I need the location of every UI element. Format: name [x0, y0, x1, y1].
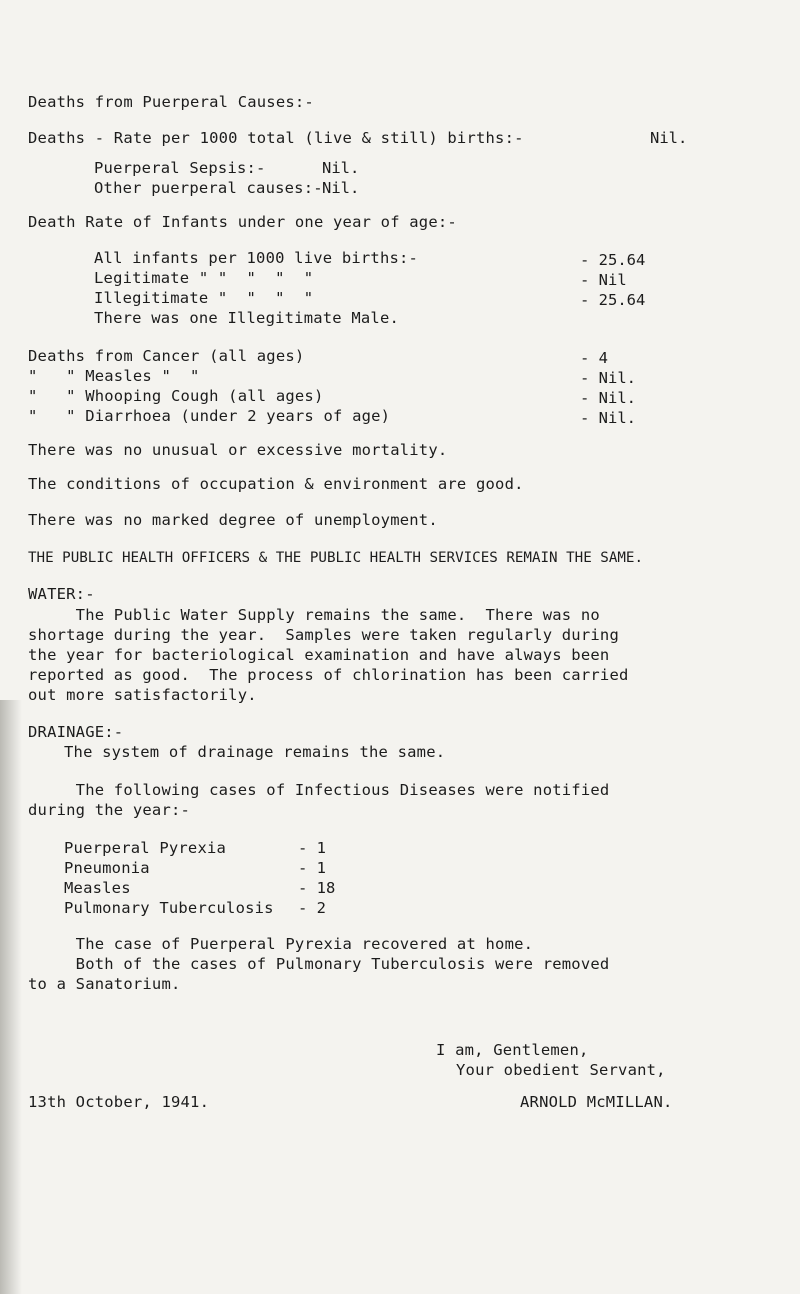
infectious-value: - 1	[298, 839, 326, 857]
closing-servant: Your obedient Servant,	[456, 1061, 666, 1079]
infectious-label: Pulmonary Tuberculosis	[64, 899, 274, 917]
water-line: The Public Water Supply remains the same. There was no	[28, 606, 600, 624]
outcome-line: The case of Puerperal Pyrexia recovered at home.	[28, 935, 534, 953]
deaths-measles-label: " " Measles " "	[28, 367, 200, 385]
puerperal-sepsis-value: Nil.	[322, 159, 360, 177]
rate-label: Deaths - Rate per 1000 total (live & still) births:-	[28, 129, 524, 147]
signature-name: ARNOLD McMILLAN.	[520, 1093, 673, 1111]
statement-conditions: The conditions of occupation & environment are good.	[28, 475, 524, 493]
infectious-label: Pneumonia	[64, 859, 150, 877]
services-statement: THE PUBLIC HEALTH OFFICERS & THE PUBLIC HEALTH SERVICES REMAIN THE SAME.	[28, 550, 643, 566]
statement-unemployment: There was no marked degree of unemployment.	[28, 511, 438, 529]
infant-row-illegit-value: - 25.64	[580, 291, 646, 309]
infant-row-legit-value: - Nil	[580, 271, 627, 289]
closing-salutation: I am, Gentlemen,	[436, 1041, 589, 1059]
infant-heading: Death Rate of Infants under one year of age:-	[28, 213, 457, 231]
deaths-diarrhoea-label: " " Diarrhoea (under 2 years of age)	[28, 407, 391, 425]
statement-mortality: There was no unusual or excessive mortality.	[28, 441, 448, 459]
infectious-intro: during the year:-	[28, 801, 191, 819]
puerperal-sepsis-label: Puerperal Sepsis:-	[94, 159, 266, 177]
deaths-whooping-label: " " Whooping Cough (all ages)	[28, 387, 324, 405]
deaths-cancer-label: Deaths from Cancer (all ages)	[28, 347, 305, 365]
infectious-label: Measles	[64, 879, 131, 897]
water-line: shortage during the year. Samples were taken regularly during	[28, 626, 619, 644]
outcome-line: to a Sanatorium.	[28, 975, 181, 993]
outcome-line: Both of the cases of Pulmonary Tuberculosis were removed	[28, 955, 610, 973]
deaths-measles-value: - Nil.	[580, 369, 636, 387]
infectious-value: - 1	[298, 859, 326, 877]
infectious-intro: The following cases of Infectious Diseases were notified	[28, 781, 610, 799]
scan-shadow	[0, 700, 22, 1294]
water-line: reported as good. The process of chlorination has been carried	[28, 666, 629, 684]
other-puerperal-value: Nil.	[322, 179, 360, 197]
infant-row-legit-label: Legitimate " " " " "	[94, 269, 314, 287]
rate-value: Nil.	[650, 129, 688, 147]
heading-puerperal: Deaths from Puerperal Causes:-	[28, 93, 314, 111]
other-puerperal-label: Other puerperal causes:-	[94, 179, 323, 197]
infant-row-all-value: - 25.64	[580, 251, 646, 269]
infectious-value: - 18	[298, 879, 336, 897]
water-title: WATER:-	[28, 585, 95, 603]
infant-note: There was one Illegitimate Male.	[94, 309, 400, 327]
deaths-whooping-value: - Nil.	[580, 389, 636, 407]
deaths-diarrhoea-value: - Nil.	[580, 409, 636, 427]
infectious-value: - 2	[298, 899, 326, 917]
drainage-text: The system of drainage remains the same.	[64, 743, 446, 761]
water-line: the year for bacteriological examination and have always been	[28, 646, 610, 664]
water-line: out more satisfactorily.	[28, 686, 257, 704]
closing-date: 13th October, 1941.	[28, 1093, 210, 1111]
deaths-cancer-value: - 4	[580, 349, 608, 367]
infant-row-all-label: All infants per 1000 live births:-	[94, 249, 419, 267]
infectious-label: Puerperal Pyrexia	[64, 839, 227, 857]
drainage-title: DRAINAGE:-	[28, 723, 124, 741]
infant-row-illegit-label: Illegitimate " " " "	[94, 289, 314, 307]
